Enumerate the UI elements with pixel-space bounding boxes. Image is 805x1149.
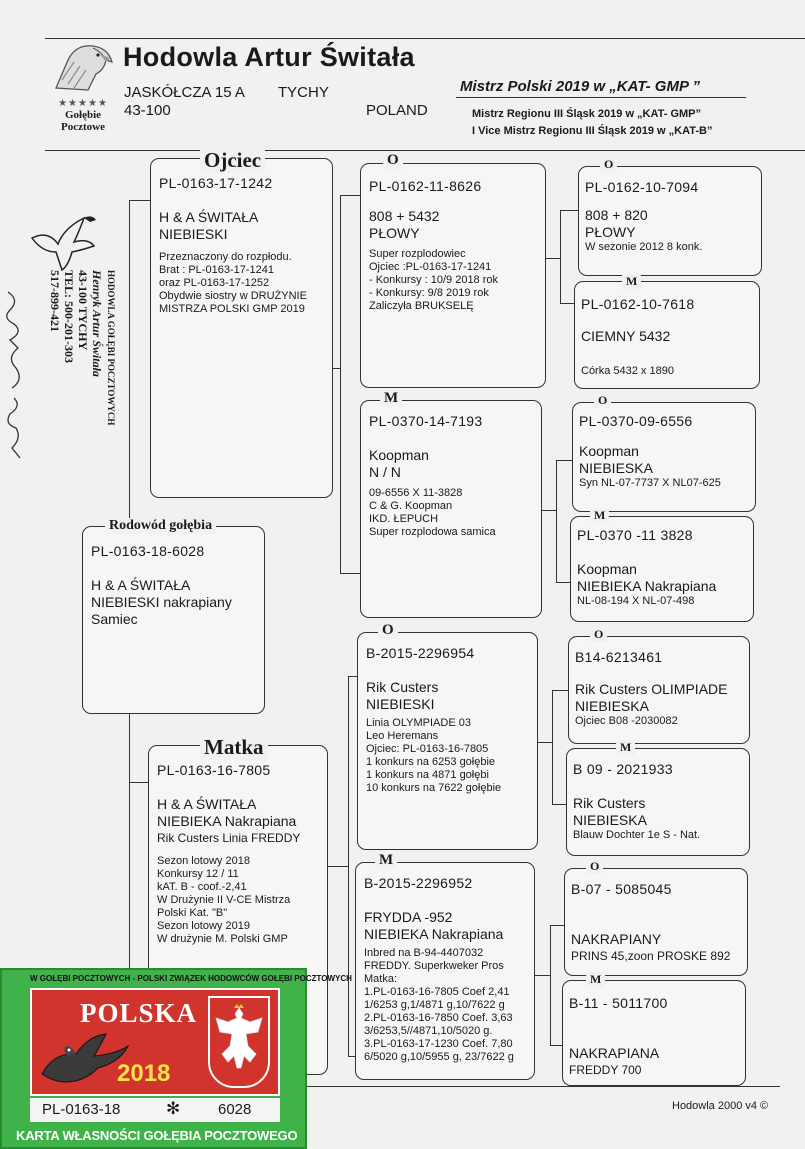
fmf-note: Syn NL-07-7737 X NL07-625 bbox=[579, 477, 721, 489]
mother-note: Sezon lotowy 2018 bbox=[157, 855, 250, 867]
mother-line: Rik Custers Linia FREDDY bbox=[157, 831, 301, 845]
mother-note: W Drużynie II V-CE Mistrza bbox=[157, 894, 291, 906]
mmm-label: M bbox=[586, 972, 605, 987]
stamp-line-4: TEL: 500-201-303 bbox=[62, 270, 76, 363]
fm-notes bbox=[369, 487, 533, 539]
fmf-color: NIEBIESKA bbox=[579, 460, 653, 476]
logo-text-2: Pocztowe bbox=[61, 121, 105, 133]
eagle-stamp-icon bbox=[28, 208, 100, 274]
mother-color: NIEBIEKA Nakrapiana bbox=[157, 813, 297, 829]
stamp-line-3: 43-100 TYCHY bbox=[76, 270, 90, 351]
card-country: POLSKA bbox=[80, 998, 198, 1028]
mother-note: Polski Kat. "B" bbox=[157, 907, 228, 919]
ff-note: - Konkursy: 9/8 2019 rok bbox=[369, 287, 489, 299]
mf-note: 10 konkurs na 7622 gołębie bbox=[366, 782, 502, 794]
mm-note: 1/6253 g,1/4871 g,10/7622 g bbox=[364, 999, 505, 1011]
father-color: NIEBIESKI bbox=[159, 226, 228, 242]
ggp-fff-card bbox=[578, 166, 762, 276]
ffm-note: Córka 5432 x 1890 bbox=[581, 365, 674, 377]
mf-label: O bbox=[378, 622, 398, 639]
ff-note: Ojciec :PL-0163-17-1241 bbox=[369, 261, 492, 273]
subject-ring: PL-0163-18-6028 bbox=[91, 543, 205, 559]
mother-label: Matka bbox=[200, 735, 268, 760]
fmm-ring: PL-0370 -11 3828 bbox=[577, 527, 693, 543]
card-ring-prefix: PL-0163-18 bbox=[42, 1101, 121, 1118]
mm-color: NIEBIEKA Nakrapiana bbox=[364, 926, 504, 942]
mm-ring: B-2015-2296952 bbox=[364, 875, 473, 891]
champion-title: Mistrz Polski 2019 w „KAT- GMP ” bbox=[460, 78, 701, 95]
mother-note: W drużynie M. Polski GMP bbox=[157, 933, 288, 945]
fm-name: Koopman bbox=[369, 447, 429, 463]
mm-note: 3/6253,5//4871,10/5020 g. bbox=[364, 1025, 493, 1037]
grandsire-paternal-card bbox=[360, 163, 546, 388]
pedigree-label: Rodowód gołębia bbox=[105, 518, 216, 534]
card-top-text: W GOŁĘBI POCZTOWYCH - POLSKI ZWIĄZEK HODOWCÓW GOŁĘBI POCZTOWYCH bbox=[30, 974, 352, 983]
card-year: 2018 bbox=[117, 1060, 171, 1087]
stamp-line-5: 517-899-421 bbox=[48, 270, 62, 332]
ff-name: 808 + 5432 bbox=[369, 208, 440, 224]
address-country: POLAND bbox=[366, 102, 428, 119]
mmf-note: PRINS 45,zoon PROSKE 892 bbox=[571, 949, 731, 963]
fff-color: PŁOWY bbox=[585, 224, 636, 240]
mm-note: 3.PL-0163-17-1230 Coef. 7,80 bbox=[364, 1038, 513, 1050]
champion-line-1: Mistrz Regionu III Śląsk 2019 w „KAT- GMP” bbox=[472, 108, 702, 120]
granddam-maternal-card bbox=[355, 862, 535, 1080]
father-card bbox=[150, 158, 333, 498]
ff-color: PŁOWY bbox=[369, 225, 420, 241]
ggp-mmm-card bbox=[562, 980, 746, 1086]
mf-note: Ojciec: PL-0163-16-7805 bbox=[366, 743, 489, 755]
mmf-ring: B-07 - 5085045 bbox=[571, 881, 672, 897]
address-street: JASKÓŁCZA 15 A bbox=[124, 84, 245, 101]
mm-label: M bbox=[375, 852, 397, 869]
mf-color: NIEBIESKI bbox=[366, 696, 435, 712]
mother-ring: PL-0163-16-7805 bbox=[157, 762, 271, 778]
mf-ring: B-2015-2296954 bbox=[366, 645, 475, 661]
mff-label: O bbox=[590, 627, 607, 642]
fmf-name: Koopman bbox=[579, 443, 639, 459]
mfm-label: M bbox=[616, 740, 635, 755]
father-note: Brat : PL-0163-17-1241 bbox=[159, 264, 274, 276]
ff-note: Zaliczyła BRUKSELĘ bbox=[369, 300, 474, 312]
eagle-logo-icon bbox=[48, 40, 118, 95]
mother-notes bbox=[157, 855, 319, 946]
white-eagle-emblem bbox=[208, 996, 270, 1088]
mfm-name: Rik Custers bbox=[573, 795, 646, 811]
fff-ring: PL-0162-10-7094 bbox=[585, 179, 699, 195]
mfm-ring: B 09 - 2021933 bbox=[573, 761, 673, 777]
fff-label: O bbox=[600, 157, 617, 172]
card-hologram-icon: ✻ bbox=[166, 1099, 181, 1118]
mff-note: Ojciec B08 -2030082 bbox=[575, 715, 678, 727]
ff-note: - Konkursy : 10/9 2018 rok bbox=[369, 274, 499, 286]
ff-notes bbox=[369, 248, 537, 313]
fm-ring: PL-0370-14-7193 bbox=[369, 413, 483, 429]
mm-note: Inbred na B-94-4407032 bbox=[364, 947, 484, 959]
granddam-paternal-card bbox=[360, 400, 542, 618]
fmf-ring: PL-0370-09-6556 bbox=[579, 413, 693, 429]
ggp-mfm-card bbox=[566, 748, 750, 856]
mm-name: FRYDDA -952 bbox=[364, 909, 453, 925]
mmm-name: NAKRAPIANA bbox=[569, 1045, 660, 1061]
ffm-label: M bbox=[622, 274, 641, 289]
mother-note: Konkursy 12 / 11 bbox=[157, 868, 239, 880]
card-ring-field bbox=[30, 1098, 280, 1122]
logo-text-1: Gołębie bbox=[64, 109, 102, 121]
ff-ring: PL-0162-11-8626 bbox=[369, 178, 482, 194]
white-eagle-icon bbox=[210, 998, 268, 1080]
ggp-fmm-card bbox=[570, 516, 754, 622]
fmm-label: M bbox=[590, 508, 609, 523]
mother-note: kAT. B - coof.-2,41 bbox=[157, 881, 247, 893]
father-note: Przeznaczony do rozpłodu. bbox=[159, 251, 292, 263]
address-zip: 43-100 bbox=[124, 102, 171, 119]
card-bottom-text: KARTA WŁASNOŚCI GOŁĘBIA POCZTOWEGO bbox=[16, 1128, 298, 1143]
card-ring-number: 6028 bbox=[218, 1101, 252, 1118]
fm-note: C & G. Koopman bbox=[369, 500, 453, 512]
mm-note: Matka: bbox=[364, 973, 398, 985]
mm-note: FREDDY. Superkweker Pros bbox=[364, 960, 504, 972]
fm-label: M bbox=[380, 390, 402, 407]
ffm-ring: PL-0162-10-7618 bbox=[581, 296, 695, 312]
ggp-ffm-card bbox=[574, 281, 760, 389]
stamp-line-2: Henryk Artur Świtała bbox=[90, 270, 104, 377]
fff-name: 808 + 820 bbox=[585, 207, 648, 223]
stamp-line-1: HODOWLA GOŁĘBI POCZTOWYCH bbox=[106, 270, 116, 426]
logo-stars: ★★★★★ bbox=[58, 98, 108, 109]
mm-note: 1.PL-0163-16-7805 Coef 2,41 bbox=[364, 986, 510, 998]
mff-ring: B14-6213461 bbox=[575, 649, 663, 665]
fmm-note: NL-08-194 X NL-07-498 bbox=[577, 595, 695, 607]
mm-note: 6/5020 g,10/5955 g, 23/7622 g bbox=[364, 1051, 514, 1063]
fmm-color: NIEBIEKA Nakrapiana bbox=[577, 578, 717, 594]
fff-note: W sezonie 2012 8 konk. bbox=[585, 241, 703, 253]
mmm-ring: B-11 - 5011700 bbox=[569, 995, 668, 1011]
mf-note: 1 konkurs na 6253 gołębie bbox=[366, 756, 496, 768]
fm-note: 09-6556 X 11-3828 bbox=[369, 487, 463, 499]
fm-note: IKD. ŁEPUCH bbox=[369, 513, 439, 525]
father-note: MISTRZA POLSKI GMP 2019 bbox=[159, 303, 305, 315]
subject-card bbox=[82, 526, 265, 714]
logo bbox=[44, 40, 122, 140]
mmf-name: NAKRAPIANY bbox=[571, 931, 662, 947]
fmf-label: O bbox=[594, 393, 611, 408]
mf-note: 1 konkurs na 4871 gołębi bbox=[366, 769, 489, 781]
ggp-mff-card bbox=[568, 636, 750, 744]
software-credit: Hodowla 2000 v4 © bbox=[672, 1100, 769, 1112]
address-city: TYCHY bbox=[278, 84, 329, 101]
grandsire-maternal-card bbox=[357, 632, 538, 850]
fmm-name: Koopman bbox=[577, 561, 637, 577]
pigeon-icon bbox=[36, 1024, 132, 1088]
subject-breeder: H & A ŚWITAŁA bbox=[91, 577, 191, 593]
mf-note: Leo Heremans bbox=[366, 730, 439, 742]
father-notes bbox=[159, 251, 324, 316]
ff-label: O bbox=[383, 152, 403, 169]
mmf-label: O bbox=[586, 859, 603, 874]
mf-note: Linia OLYMPIADE 03 bbox=[366, 717, 471, 729]
mm-note: 2.PL-0163-16-7850 Coef. 3,63 bbox=[364, 1012, 513, 1024]
mff-name: Rik Custers OLIMPIADE bbox=[575, 681, 728, 697]
father-label: Ojciec bbox=[200, 148, 265, 173]
fm-color: N / N bbox=[369, 464, 401, 480]
champion-line-2: I Vice Mistrz Regionu III Śląsk 2019 w „KAT-B” bbox=[472, 125, 713, 137]
mmm-note: FREDDY 700 bbox=[569, 1063, 642, 1077]
signature bbox=[0, 288, 30, 463]
mf-name: Rik Custers bbox=[366, 679, 439, 695]
father-breeder: H & A ŚWITAŁA bbox=[159, 209, 259, 225]
subject-color: NIEBIESKI nakrapiany bbox=[91, 594, 232, 610]
fm-note: Super rozplodowa samica bbox=[369, 526, 496, 538]
father-note: Obydwie siostry w DRUŻYNIE bbox=[159, 290, 307, 302]
mf-notes bbox=[366, 717, 529, 795]
father-note: oraz PL-0163-17-1252 bbox=[159, 277, 270, 289]
mm-notes bbox=[364, 947, 526, 1064]
mother-breeder: H & A ŚWITAŁA bbox=[157, 796, 257, 812]
ff-note: Super rozplodowiec bbox=[369, 248, 466, 260]
page-title: Hodowla Artur Świtała bbox=[123, 42, 415, 72]
card-inner bbox=[30, 988, 280, 1096]
mother-note: Sezon lotowy 2019 bbox=[157, 920, 250, 932]
ggp-fmf-card bbox=[572, 402, 756, 512]
ffm-name: CIEMNY 5432 bbox=[581, 328, 671, 344]
ownership-card bbox=[0, 968, 352, 1149]
mfm-color: NIEBIESKA bbox=[573, 812, 647, 828]
ggp-mmf-card bbox=[564, 868, 748, 976]
father-ring: PL-0163-17-1242 bbox=[159, 175, 273, 191]
mff-color: NIEBIESKA bbox=[575, 698, 649, 714]
subject-sex: Samiec bbox=[91, 611, 138, 627]
mfm-note: Blauw Dochter 1e S - Nat. bbox=[573, 829, 701, 841]
